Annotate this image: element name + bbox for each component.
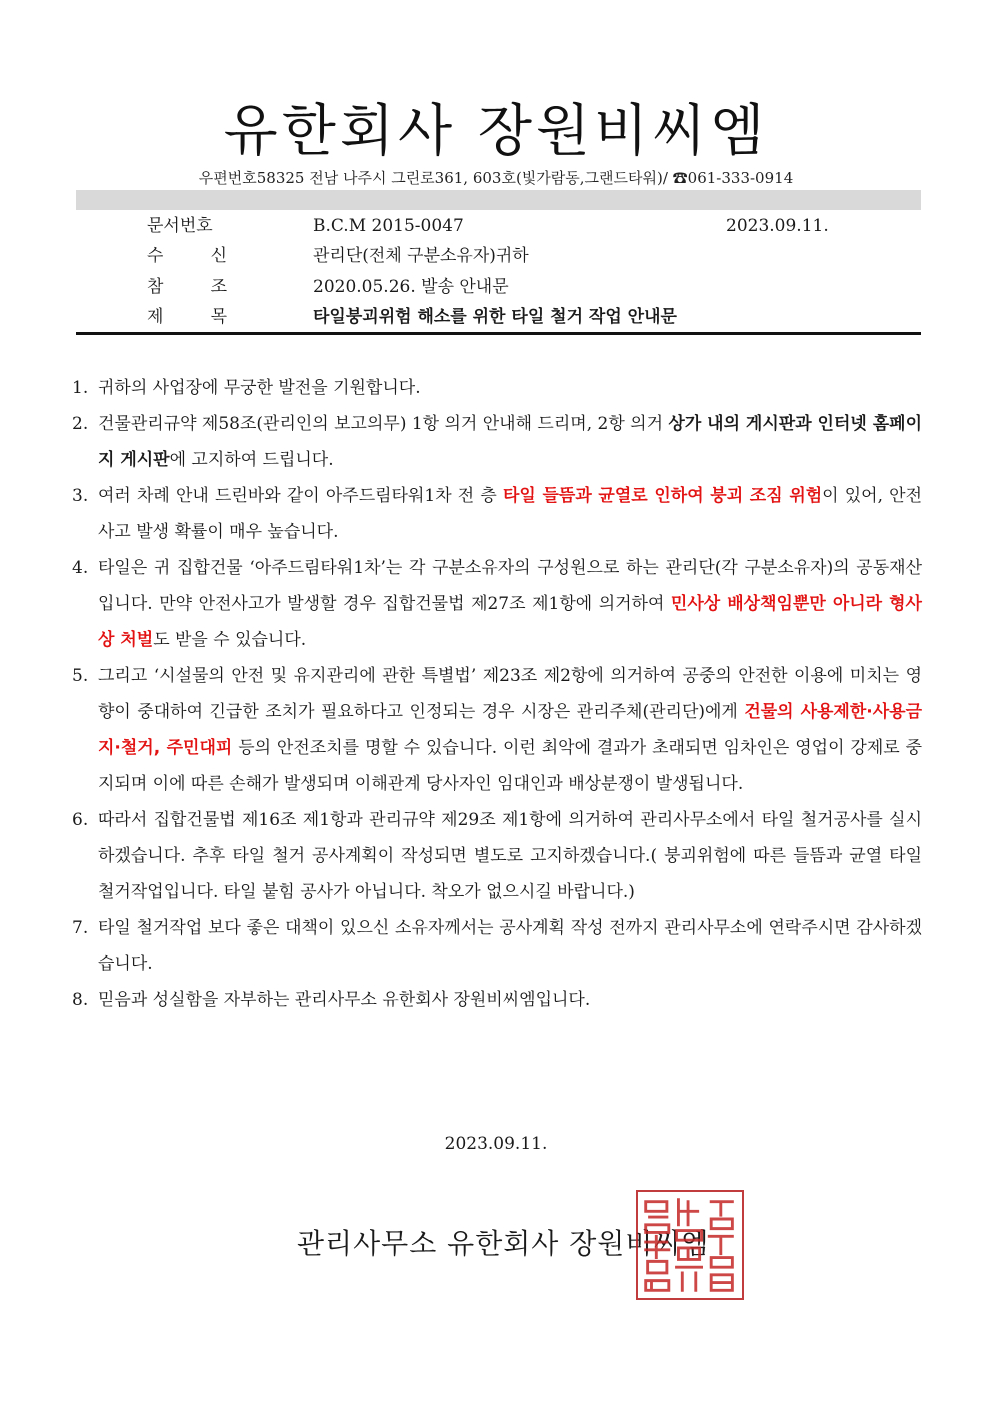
reference-label: 참 조 <box>147 277 227 297</box>
item-text: 그리고 ‘시설물의 안전 및 유지관리에 관한 특별법’ 제23조 제2항에 의거하여 공중의 안전한 이용에 미치는 영향이 중대하여 긴급한 조치가 필요하다고 인정되는 경우 시장은 관리주체(관리단)에게 <box>98 666 922 722</box>
item-number: 2. <box>72 414 89 434</box>
footer-date: 2023.09.11. <box>444 1134 548 1154</box>
notice-item <box>72 550 922 658</box>
item-number: 5. <box>72 666 89 686</box>
item-text: 타일은 귀 집합건물 ‘아주드림타워1차’는 각 구분소유자의 구성원으로 하는 관리단(각 구분소유자)의 공동재산입니다. 만약 안전사고가 발생할 경우 집합건물법 제27조 제1항에 의거하여 <box>98 558 922 614</box>
recipient-value: 관리단(전체 구분소유자)귀하 <box>313 246 529 266</box>
doc-date: 2023.09.11. <box>726 216 829 236</box>
company-title: 유한회사 장원비씨엠 <box>223 99 769 164</box>
item-text: 도 받을 수 있습니다. <box>153 630 307 650</box>
notice-item <box>72 658 922 802</box>
signature-line: 관리사무소 유한회사 장원비씨엠 <box>297 1227 710 1260</box>
item-emphasis: 상가 내의 게시판과 인터넷 홈페이지 게시판 <box>98 414 922 470</box>
subject-value: 타일붕괴위험 해소를 위한 타일 철거 작업 안내문 <box>313 307 677 327</box>
seal-icon <box>638 1192 742 1298</box>
header-divider-bar <box>76 190 921 210</box>
item-text: 타일 철거작업 보다 좋은 대책이 있으신 소유자께서는 공사계획 작성 전까지 관리사무소에 연락주시면 감사하겠습니다. <box>98 918 922 974</box>
item-number: 6. <box>72 810 89 830</box>
notice-item <box>72 910 922 982</box>
item-number: 8. <box>72 990 89 1010</box>
recipient-label: 수 신 <box>147 246 227 266</box>
item-text: 따라서 집합건물법 제16조 제1항과 관리규약 제29조 제1항에 의거하여 관리사무소에서 타일 철거공사를 실시하겠습니다. 추후 타일 철거 공사계획이 작성되면 별도로 고지하겠습니다.( 붕괴위험에 따른 들뜸과 균열 타일 철거작업입니다. 타일 붙힘 공사가 아닙니다. 착오가 없으시길 바랍니다.) <box>98 810 922 902</box>
notice-item <box>72 982 922 1018</box>
item-warning: 건물의 사용제한·사용금지·철거, 주민대피 <box>98 702 922 758</box>
item-number: 1. <box>72 378 89 398</box>
company-address: 우편번호58325 전남 나주시 그린로361, 603호(빛가람동,그랜드타워)/ ☎061-333-0914 <box>198 169 794 187</box>
meta-row-doc-number <box>0 212 992 240</box>
item-text: 이 있어, 안전사고 발생 확률이 매우 높습니다. <box>98 486 923 542</box>
item-warning: 타일 들뜸과 균열로 인하여 붕괴 조짐 위험 <box>502 486 823 506</box>
notice-item <box>72 406 922 478</box>
doc-number-value: B.C.M 2015-0047 <box>313 216 464 236</box>
item-number: 3. <box>72 486 89 506</box>
meta-row-reference <box>0 273 992 301</box>
item-text: 여러 차례 안내 드린바와 같이 아주드림타워1차 전 층 <box>98 486 503 506</box>
doc-number-label: 문서번호 <box>147 216 213 236</box>
notice-item <box>72 802 922 910</box>
header-rule <box>76 332 921 335</box>
item-text: 건물관리규약 제58조(관리인의 보고의무) 1항 의거 안내해 드리며, 2항 의거 <box>98 414 669 434</box>
meta-row-subject <box>0 303 992 331</box>
item-number: 4. <box>72 558 89 578</box>
meta-row-recipient <box>0 242 992 270</box>
subject-label: 제 목 <box>147 307 227 327</box>
item-text: 에 고지하여 드립니다. <box>169 450 334 470</box>
reference-value: 2020.05.26. 발송 안내문 <box>313 277 509 297</box>
item-text: 믿음과 성실함을 자부하는 관리사무소 유한회사 장원비씨엠입니다. <box>98 990 591 1010</box>
notice-item <box>72 478 922 550</box>
item-text: 귀하의 사업장에 무궁한 발전을 기원합니다. <box>98 378 421 398</box>
notice-item <box>72 370 922 406</box>
item-number: 7. <box>72 918 89 938</box>
item-warning: 민사상 배상책임뿐만 아니라 형사상 처벌 <box>98 594 922 650</box>
company-seal-stamp <box>636 1190 744 1300</box>
item-text: 등의 안전조치를 명할 수 있습니다. 이런 최악에 결과가 초래되면 임차인은 영업이 강제로 중지되며 이에 따른 손해가 발생되며 이해관계 당사자인 임대인과 배상분쟁이 발생됩니다. <box>98 738 922 794</box>
notice-body <box>72 370 922 1018</box>
